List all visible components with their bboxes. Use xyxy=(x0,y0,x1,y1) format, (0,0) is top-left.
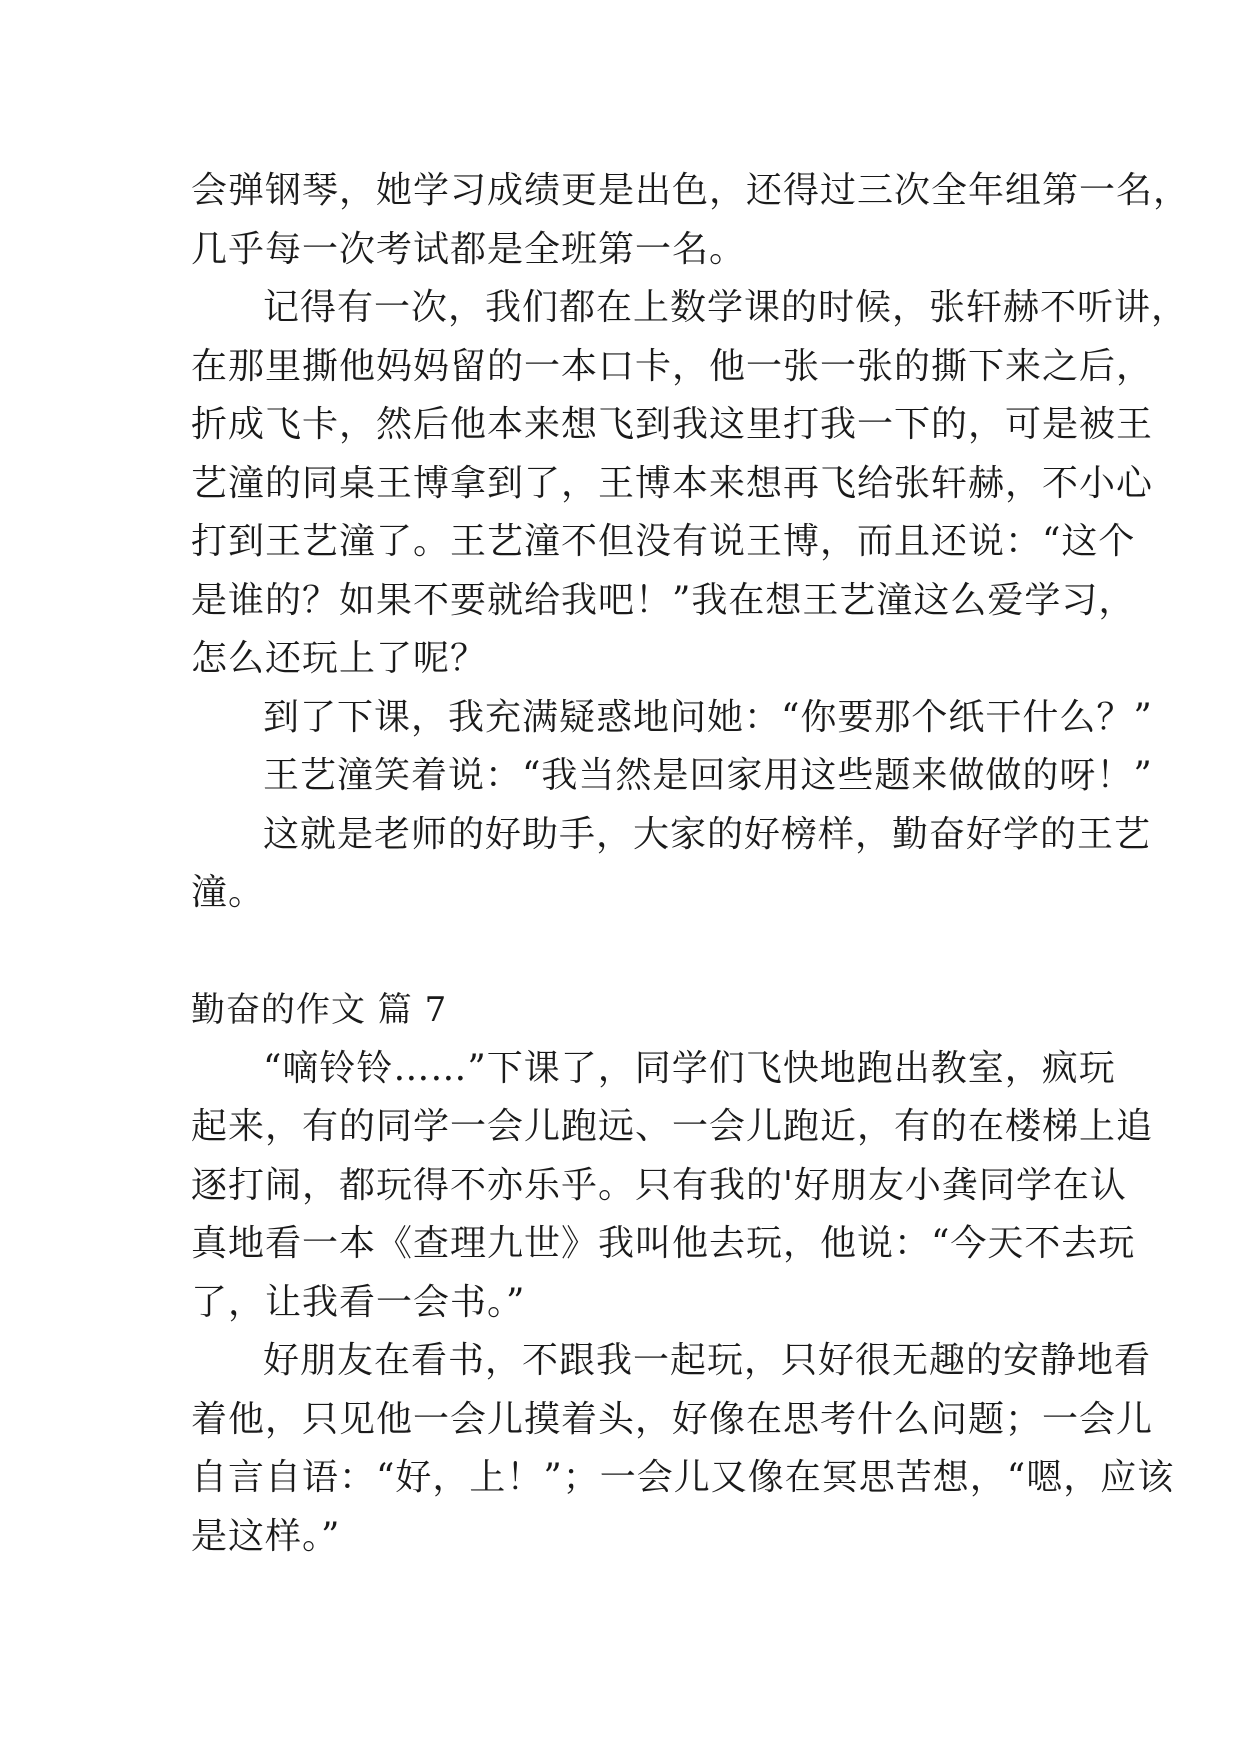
essay-body xyxy=(191,162,1191,1566)
paragraph-line: 怎么还玩上了呢？ xyxy=(191,638,488,679)
paragraph-line: 记得有一次，我们都在上数学课的时候，张轩赫不听讲， xyxy=(263,287,1189,328)
paragraph-line: 逐打闹，都玩得不亦乐乎。只有我的'好朋友小龚同学在认 xyxy=(191,1164,1127,1206)
paragraph-line: “嘀铃铃……”下课了，同学们飞快地跑出教室，疯玩 xyxy=(263,1047,1116,1089)
paragraph-line: 几乎每一次考试都是全班第一名。 xyxy=(191,228,747,270)
paragraph-line: 艺潼的同桌王博拿到了，王博本来想再飞给张轩赫，不小心 xyxy=(191,462,1154,504)
paragraph-line: 潼。 xyxy=(191,872,266,913)
paragraph-line: 打到王艺潼了。王艺潼不但没有说王博，而且还说：“这个 xyxy=(191,521,1136,562)
paragraph-line: 真地看一本《查理九世》我叫他去玩，他说：“今天不去玩 xyxy=(191,1223,1136,1264)
paragraph-line: 是谁的？如果不要就给我吧！”我在想王艺潼这么爱学习， xyxy=(191,579,1136,621)
paragraph-line: 在那里撕他妈妈留的一本口卡，他一张一张的撕下来之后， xyxy=(191,345,1154,387)
paragraph-line: 了，让我看一会书。” xyxy=(191,1281,526,1323)
paragraph-line: 这就是老师的好助手，大家的好榜样，勤奋好学的王艺 xyxy=(263,813,1152,855)
paragraph-line: 会弹钢琴，她学习成绩更是出色，还得过三次全年组第一名， xyxy=(191,170,1191,211)
paragraph-line: 自言自语：“好，上！”；一会儿又像在冥思苦想，“嗯，应该 xyxy=(191,1457,1175,1498)
paragraph-line: 王艺潼笑着说：“我当然是回家用这些题来做做的呀！” xyxy=(263,755,1153,796)
paragraph-line: 着他，只见他一会儿摸着头，好像在思考什么问题；一会儿 xyxy=(191,1398,1154,1440)
paragraph-line: 折成飞卡，然后他本来想飞到我这里打我一下的，可是被王 xyxy=(191,404,1154,445)
paragraph-line: 起来，有的同学一会儿跑远、一会儿跑近，有的在楼梯上追 xyxy=(191,1106,1154,1147)
section-spacer xyxy=(191,923,1061,982)
paragraph-line: 是这样。” xyxy=(191,1515,341,1557)
paragraph-line: 好朋友在看书，不跟我一起玩，只好很无趣的安静地看 xyxy=(263,1340,1152,1381)
paragraph-line: 到了下课，我充满疑惑地问她：“你要那个纸干什么？” xyxy=(263,696,1153,738)
section-title: 勤奋的作文 篇 7 xyxy=(191,990,448,1030)
